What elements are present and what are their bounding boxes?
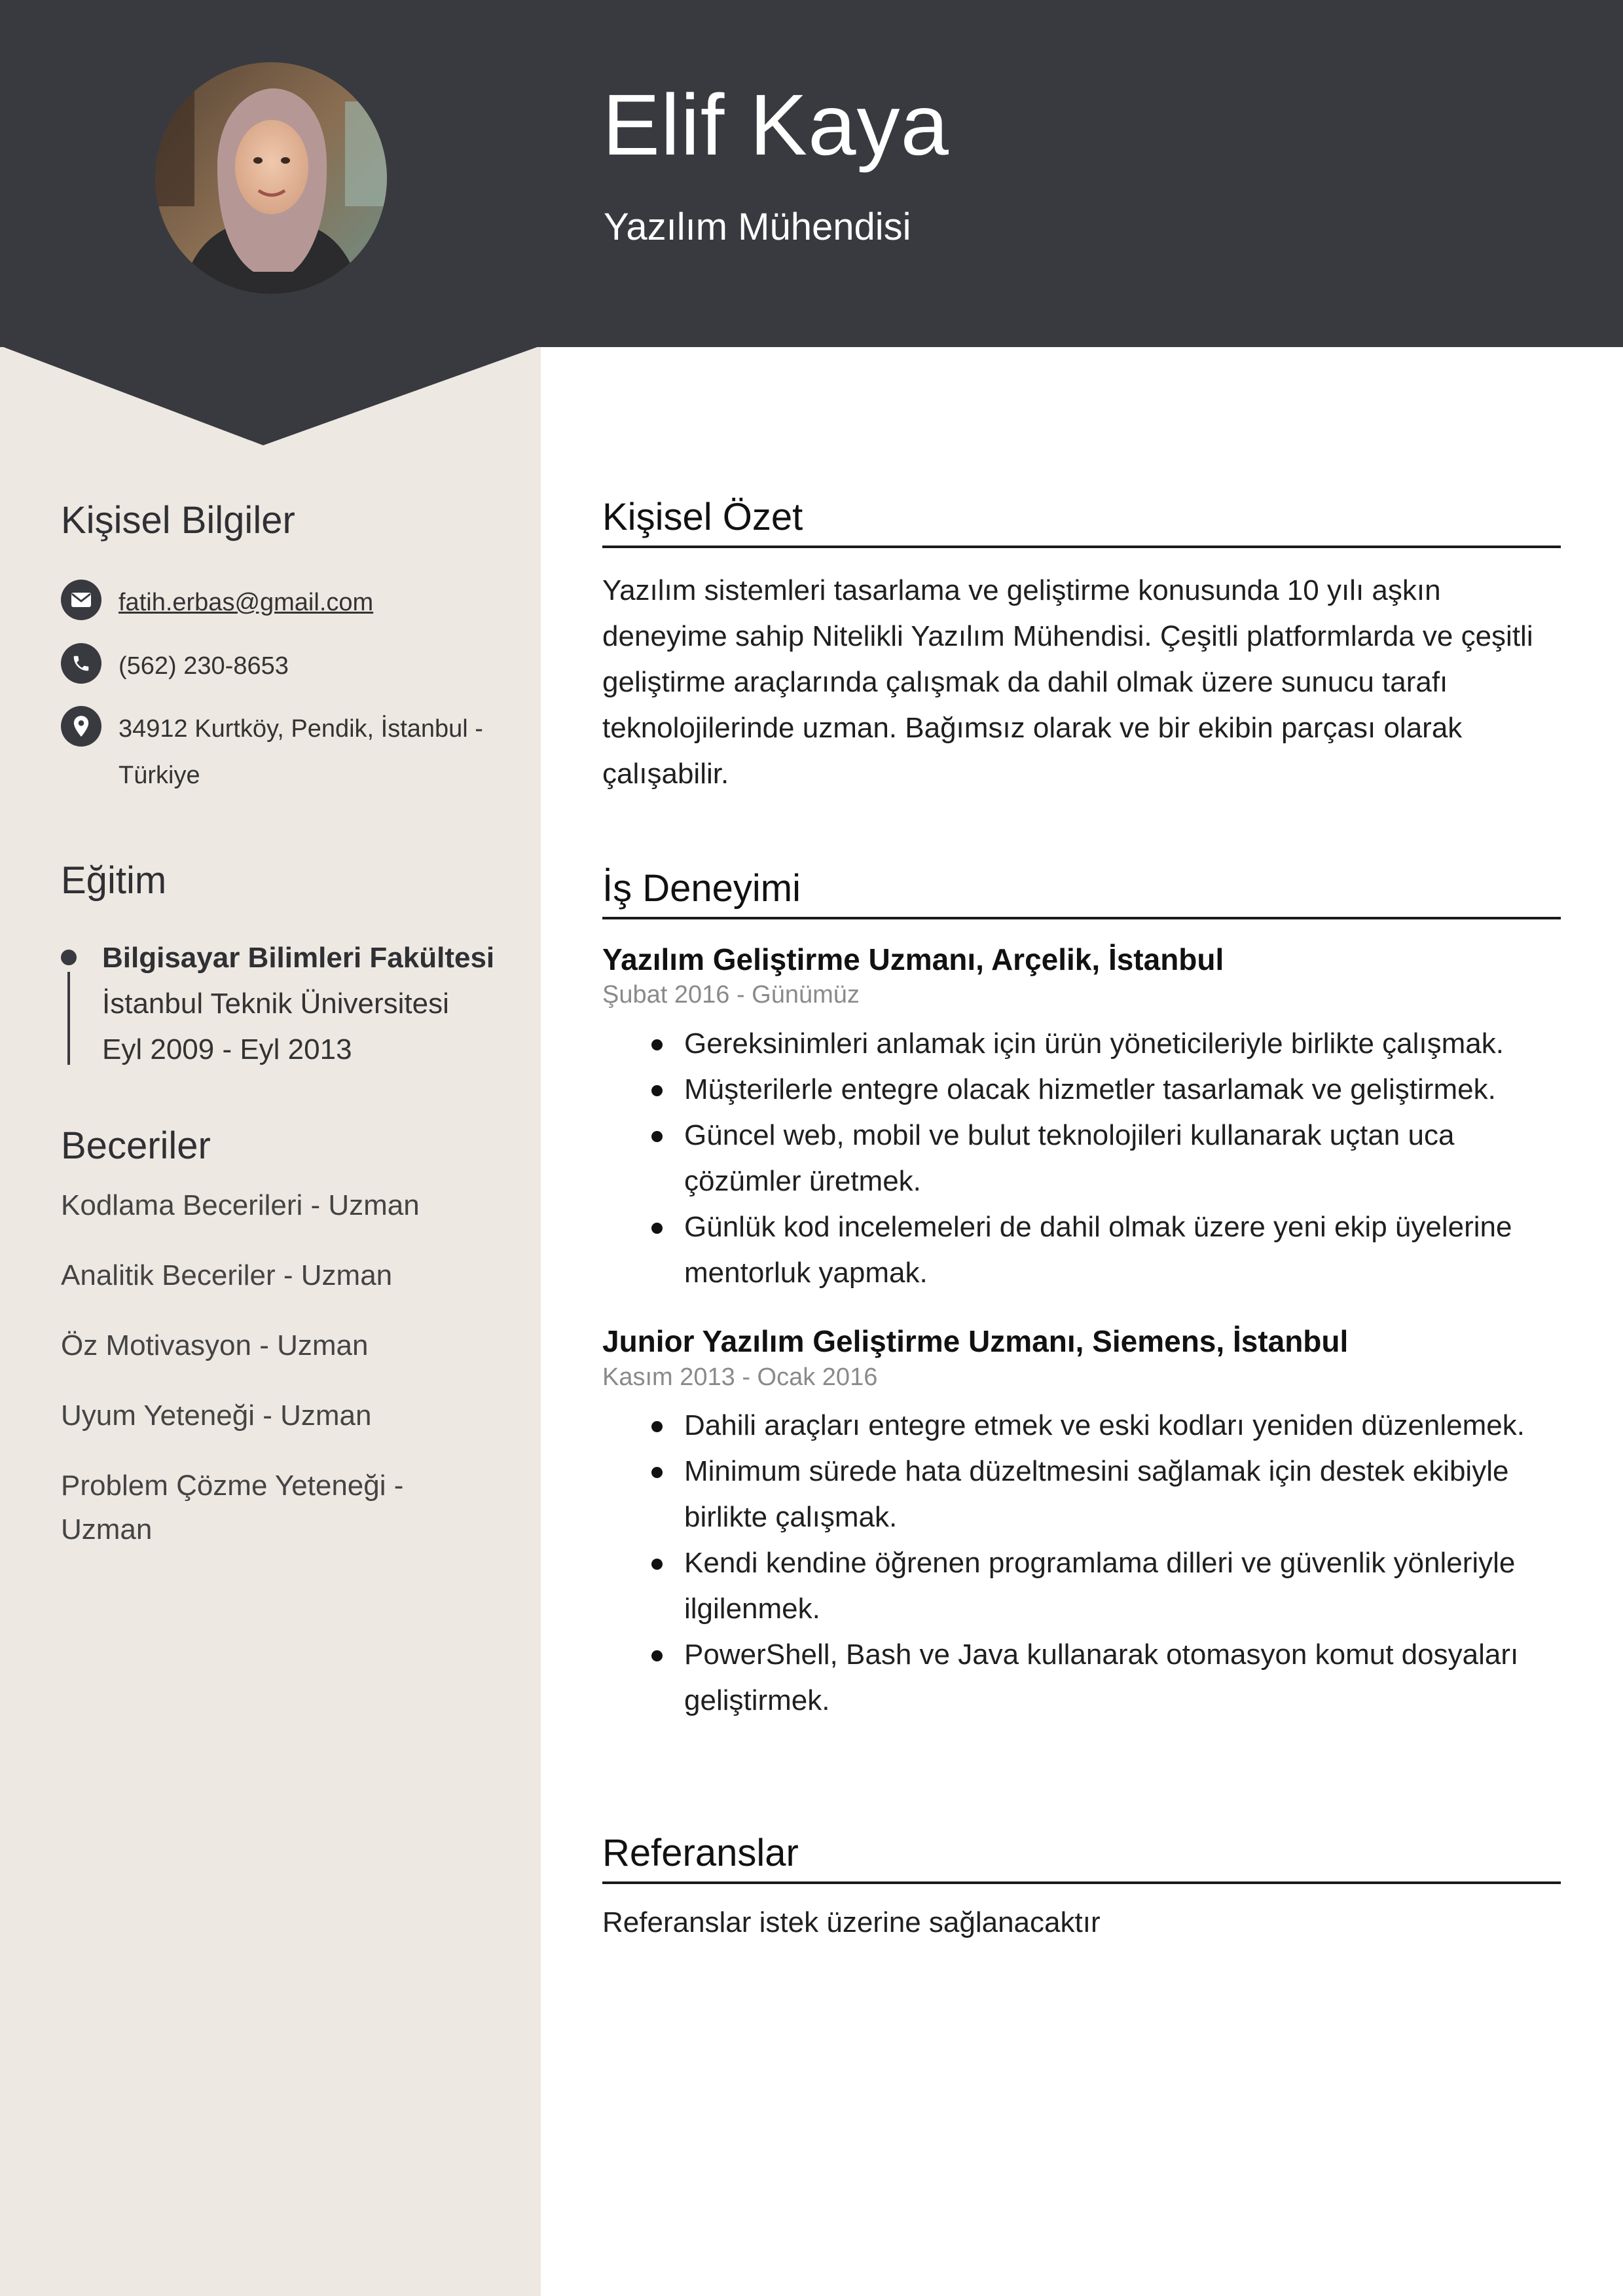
skill-item: Uyum Yeteneği - Uzman	[61, 1399, 372, 1432]
profile-photo	[155, 62, 387, 294]
skill-item: Kodlama Becerileri - Uzman	[61, 1189, 420, 1221]
job-title: Yazılım Mühendisi	[604, 206, 911, 248]
contact-email-row	[61, 580, 373, 626]
experience-heading: İş Deneyimi	[602, 866, 1561, 919]
summary-section	[602, 494, 1561, 797]
list-item: Müşterilerle entegre olacak hizmetler tasarlamak ve geliştirmek.	[684, 1067, 1561, 1113]
education-item	[61, 935, 506, 1073]
phone-icon	[61, 643, 101, 684]
education-faculty: Bilgisayar Bilimleri Fakültesi	[102, 942, 495, 974]
skill-item: Öz Motivasyon - Uzman	[61, 1329, 369, 1361]
job-title-company: Junior Yazılım Geliştirme Uzmanı, Siemens, İstanbul	[602, 1324, 1349, 1358]
location-pin-icon	[61, 706, 101, 747]
skills-heading: Beceriler	[61, 1124, 211, 1167]
address-text: 34912 Kurtköy, Pendik, İstanbul - Türkiye	[119, 715, 483, 789]
summary-text: Yazılım sistemleri tasarlama ve geliştirme konusunda 10 yılı aşkın deneyime sahip Nitelikli Yazılım Mühendisi. Çeşitli platformlarda ve çeşitli geliştirme araçlarında çalışmak da dahil olmak üzere sunucu tarafı teknolojilerinde uzman. Bağımsız olarak ve bir ekibin parçası olarak çalışabilir.	[602, 574, 1533, 790]
list-item: Günlük kod incelemeleri de dahil olmak üzere yeni ekip üyelerine mentorluk yapmak.	[684, 1204, 1561, 1296]
list-item: Gereksinimleri anlamak için ürün yöneticileriyle birlikte çalışmak.	[684, 1021, 1561, 1067]
phone-number: (562) 230-8653	[119, 652, 289, 680]
job-responsibilities	[602, 1403, 1561, 1724]
job-dates: Şubat 2016 - Günümüz	[602, 981, 860, 1009]
header-chevron	[0, 346, 541, 447]
job-title-company: Yazılım Geliştirme Uzmanı, Arçelik, İstanbul	[602, 942, 1224, 976]
envelope-icon	[61, 580, 101, 620]
list-item: Dahili araçları entegre etmek ve eski kodları yeniden düzenlemek.	[684, 1403, 1561, 1449]
skill-item: Problem Çözme Yeteneği - Uzman	[61, 1469, 404, 1546]
education-section	[61, 858, 493, 1074]
list-item: Güncel web, mobil ve bulut teknolojileri kullanarak uçtan uca çözümler üretmek.	[684, 1113, 1561, 1204]
person-name: Elif Kaya	[602, 77, 949, 173]
skills-section	[61, 1123, 454, 1551]
list-item: PowerShell, Bash ve Java kullanarak otomasyon komut dosyaları geliştirmek.	[684, 1632, 1561, 1724]
education-dates: Eyl 2009 - Eyl 2013	[102, 1033, 352, 1065]
timeline-line	[67, 972, 70, 1065]
skill-item: Analitik Beceriler - Uzman	[61, 1259, 393, 1291]
education-heading: Eğitim	[61, 859, 167, 902]
personal-info-section	[61, 498, 493, 812]
references-heading: Referanslar	[602, 1830, 1561, 1884]
contact-address-row	[61, 706, 492, 799]
experience-section	[602, 866, 1561, 1724]
education-university: İstanbul Teknik Üniversitesi	[102, 988, 449, 1020]
job-dates: Kasım 2013 - Ocak 2016	[602, 1363, 878, 1391]
summary-heading: Kişisel Özet	[602, 494, 1561, 548]
job-entry	[602, 1322, 1561, 1724]
list-item: Minimum sürede hata düzeltmesini sağlamak için destek ekibiyle birlikte çalışmak.	[684, 1449, 1561, 1540]
personal-info-heading: Kişisel Bilgiler	[61, 499, 295, 542]
references-text: Referanslar istek üzerine sağlanacaktır	[602, 1906, 1101, 1938]
list-item: Kendi kendine öğrenen programlama dilleri ve güvenlik yönleriyle ilgilenmek.	[684, 1540, 1561, 1632]
email-link[interactable]: fatih.erbas@gmail.com	[119, 589, 374, 616]
timeline-dot	[61, 950, 77, 965]
job-entry	[602, 940, 1561, 1296]
references-section	[602, 1830, 1561, 1946]
job-responsibilities	[602, 1021, 1561, 1296]
contact-phone-row	[61, 643, 289, 690]
